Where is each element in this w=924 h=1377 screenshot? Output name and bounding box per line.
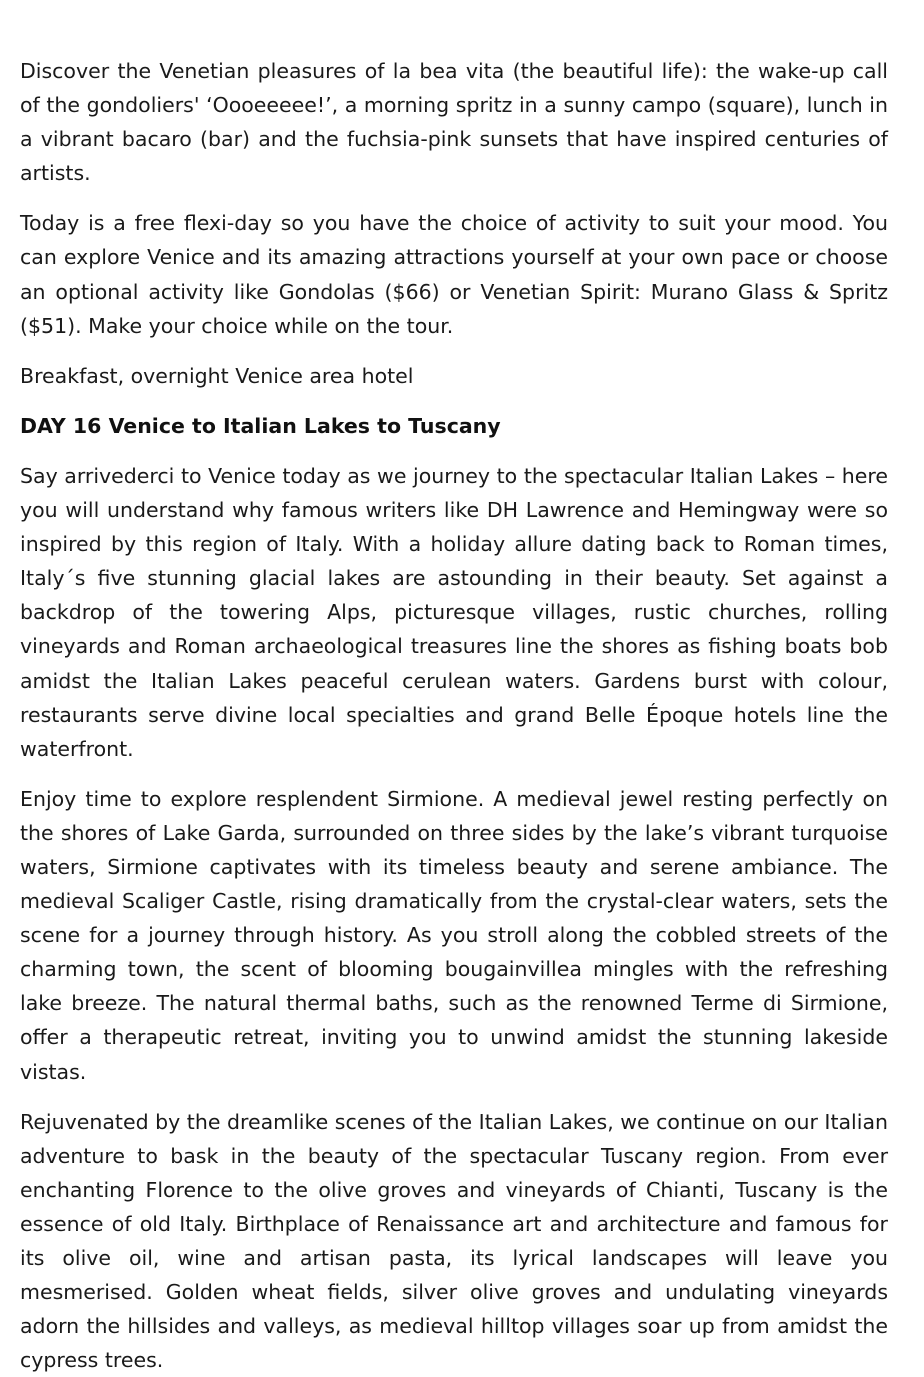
sirmione-paragraph: Enjoy time to explore resplendent Sirmione. A medieval jewel resting perfectly on the shores of Lake Garda, surrounded on three sides by the lake’s vibrant turquoise waters, Sirmione captivates with its timeless beauty and serene ambiance. The medieval Scaliger Castle, rising dramatically from the crystal-clear waters, sets the scene for a journey through history. As you stroll along the cobbled streets of the charming town, the scent of blooming bougainvillea mingles with the refreshing lake breeze. The natural thermal baths, such as the renowned Terme di Sirmione, offer a therapeutic retreat, inviting you to unwind amidst the stunning lakeside vistas. [20, 786, 888, 1084]
flexi-day-paragraph: Today is a free flexi-day so you have the choice of activity to suit your mood. You can explore Venice and its amazing attractions yourself at your own pace or choose an optional activity like Gondolas ($66) or Venetian Spirit: Murano Glass & Spritz ($51). Make your choice while on the tour. [20, 211, 888, 338]
venice-pleasures-paragraph: Discover the Venetian pleasures of la bea vita (the beautiful life): the wake-up call of the gondoliers' ‘Oooeeeee!’, a morning spritz in a sunny campo (square), lunch in a vibrant bacaro (bar) and the fuchsia-pink sunsets that have inspired centuries of artists. [20, 59, 888, 186]
meals-accommodation-line: Breakfast, overnight Venice area hotel [20, 363, 414, 388]
tuscany-paragraph: Rejuvenated by the dreamlike scenes of the Italian Lakes, we continue on our Italian adventure to bask in the beauty of the spectacular Tuscany region. From ever enchanting Florence to the olive groves and vineyards of Chianti, Tuscany is the essence of old Italy. Birthplace of Renaissance art and architecture and famous for its olive oil, wine and artisan pasta, its lyrical landscapes will leave you mesmerised. Golden wheat fields, silver olive groves and undulating vineyards adorn the hillsides and valleys, as medieval hilltop villages soar up from amidst the cypress trees. [20, 1109, 888, 1373]
italian-lakes-paragraph: Say arrivederci to Venice today as we journey to the spectacular Italian Lakes – here you will understand why famous writers like DH Lawrence and Hemingway were so inspired by this region of Italy. With a holiday allure dating back to Roman times, Italy´s five stunning glacial lakes are astounding in their beauty. Set against a backdrop of the towering Alps, picturesque villages, rustic churches, rolling vineyards and Roman archaeological treasures line the shores as fishing boats bob amidst the Italian Lakes peaceful cerulean waters. Gardens burst with colour, restaurants serve divine local specialties and grand Belle Époque hotels line the waterfront. [20, 463, 888, 761]
day-16-heading: DAY 16 Venice to Italian Lakes to Tuscany [20, 413, 501, 438]
